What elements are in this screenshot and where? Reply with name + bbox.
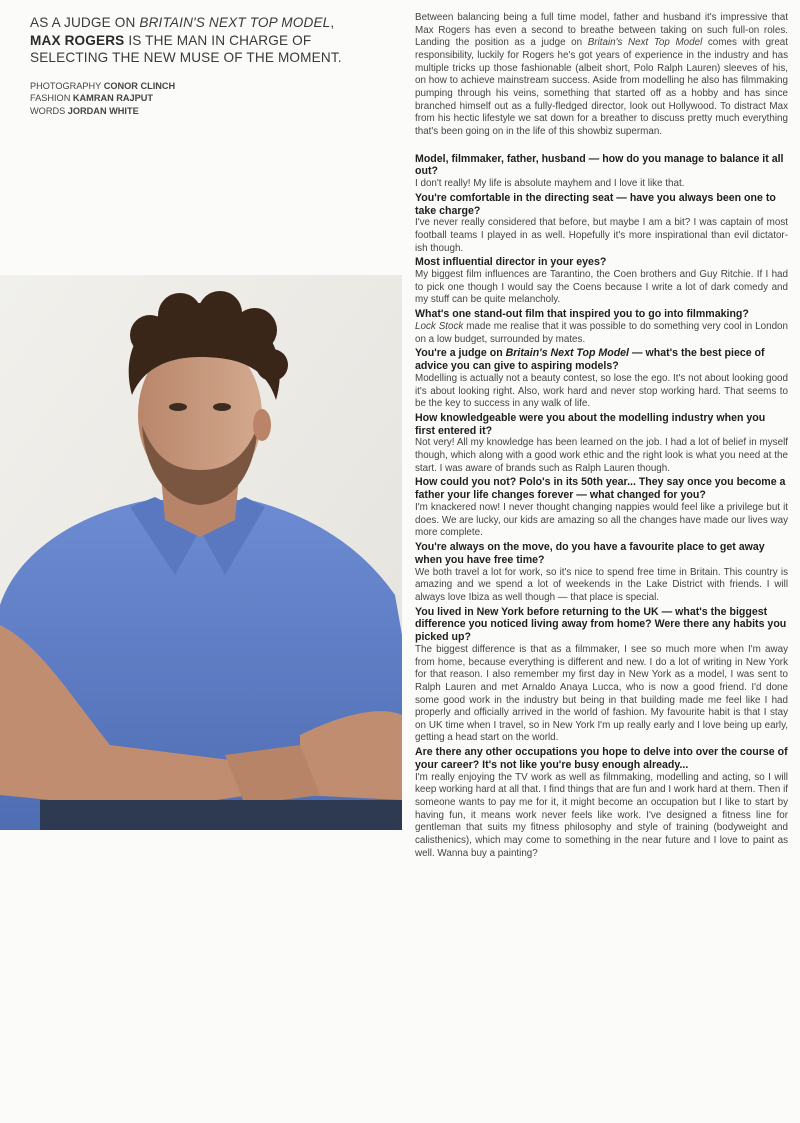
question: You're comfortable in the directing seat — have you always been one to take charge? bbox=[415, 191, 776, 217]
answer: I don't really! My life is absolute mayhem and I love it like that. bbox=[415, 178, 685, 190]
answer: The biggest difference is that as a filmmaker, I see so much more when I'm away from home, because everything is different and new. I do a lot of writing in New York for that reason. I also remember my first day in New York as a model, I was sent to Ralph Lauren and met Arnaldo Anaya Lucca, who is now a good friend. I'd done some good work in the industry but being in that building made me feel like I had properly and officially arrived in the world of fashion. My favourite habit is that I stay on UK time when I travel, so in New York I'm up really early and I love being up early, getting a head start on the world. bbox=[415, 643, 788, 744]
credits bbox=[30, 80, 330, 117]
intro-show-title: BRITAIN'S NEXT TOP MODEL bbox=[139, 15, 331, 30]
qa-block bbox=[415, 153, 788, 861]
lead-paragraph: Between balancing being a full time model, father and husband it's impressive that Max Rogers has even a second to breathe between taking on such full-on roles. Landing the position as a judge on Britain's Next Top Model comes with great responsibility, luckily for Rogers he's got years of experience in the industry and has multiple tricks up those fashionable (albeit short, Polo Ralph Lauren) sleeves of his, on how to achieve mainstream success. Aside from modelling he also has filmmaking pumping through his veins, something that started off as a hobby and has since branched himself out as a fully-fledged director, look out Hollywood. To distract Max from his hectic lifestyle we sat down for a breather to discuss pretty much everything that's been going on in the life of this showbiz superman. bbox=[415, 12, 789, 137]
intro-text: AS A JUDGE ON bbox=[30, 15, 140, 30]
question: What's one stand-out film that inspired you to go into filmmaking? bbox=[415, 308, 749, 321]
intro-text: , bbox=[330, 15, 335, 30]
portrait-illustration bbox=[0, 275, 402, 830]
answer: I've never really considered that before, but maybe I am a bit? I was captain of most football teams I played in as well. Hopefully it's more inspirational than evil dictator-ish though. bbox=[415, 217, 788, 254]
answer: Not very! All my knowledge has been learned on the job. I had a lot of belief in myself though, which along with a good work ethic and the right look is what you need at the start. I was aware of brands such as Ralph Lauren though. bbox=[415, 437, 788, 474]
question: You're always on the move, do you have a favourite place to get away when you have free time? bbox=[415, 540, 765, 566]
question: How knowledgeable were you about the modelling industry when you first entered it? bbox=[415, 411, 766, 437]
question: You lived in New York before returning to the UK — what's the biggest difference you noticed living away from home? Were there any habits you picked up? bbox=[415, 605, 787, 644]
answer: Modelling is actually not a beauty contest, so lose the ego. It's not about looking good it's about looking right. Also, work hard and never stop working hard. That seems to be the key to success in any walk of life. bbox=[415, 372, 788, 410]
credit-words: WORDS JORDAN WHITE bbox=[30, 105, 139, 116]
credit-fashion: FASHION KAMRAN RAJPUT bbox=[30, 93, 154, 104]
answer: My biggest film influences are Tarantino, the Coen brothers and Guy Ritchie. If I had to pick one though I would say the Coens because I write a lot of dark comedy and my stuff can be quite melancholy. bbox=[415, 269, 788, 306]
intro-text: IS THE MAN IN CHARGE OF SELECTING THE NEW MUSE OF THE MOMENT. bbox=[30, 32, 342, 65]
credit-photography: PHOTOGRAPHY CONOR CLINCH bbox=[30, 81, 176, 91]
article-body bbox=[415, 12, 788, 861]
answer: Lock Stock made me realise that it was possible to do something very cool in London on a low budget, surrounded by mates. bbox=[415, 320, 788, 345]
question: You're a judge on Britain's Next Top Model — what's the best piece of advice you can give to aspiring models? bbox=[415, 347, 765, 373]
question: Most influential director in your eyes? bbox=[415, 256, 607, 269]
intro-standfirst bbox=[30, 14, 365, 67]
answer: We both travel a lot for work, so it's nice to spend free time in Britain. This country is amazing and we spend a lot of weekends in the Lake District with friends. I will always love Ibiza as well though — that place is special. bbox=[415, 566, 788, 603]
intro-name: MAX ROGERS bbox=[30, 32, 125, 48]
portrait-photo bbox=[0, 275, 402, 830]
question: How could you not? Polo's in its 50th year... They say once you become a father your life changes forever — what changed for you? bbox=[415, 476, 786, 502]
question: Are there any other occupations you hope to delve into over the course of your career? It's not like you're busy enough already... bbox=[415, 746, 788, 771]
answer: I'm knackered now! I never thought changing nappies would feel like a privilege but it does. We are lucky, our kids are amazing so all the changes have made our lives way more complete. bbox=[415, 501, 788, 539]
answer: I'm really enjoying the TV work as well as filmmaking, modelling and acting, so I will keep working hard at all that. I find things that are fun and I work hard at them. Then if someone wants to pay me for it, it might become an occupation but I like to start by having fun, it means work never feels like work. I've designed a fitness line for gentleman that suits my fitness philosophy and style of training (bodyweight and calisthenics), which may come to something in the near future and I love to paint as well. Wanna buy a painting? bbox=[415, 771, 789, 859]
question: Model, filmmaker, father, husband — how do you manage to balance it all out? bbox=[415, 152, 784, 178]
